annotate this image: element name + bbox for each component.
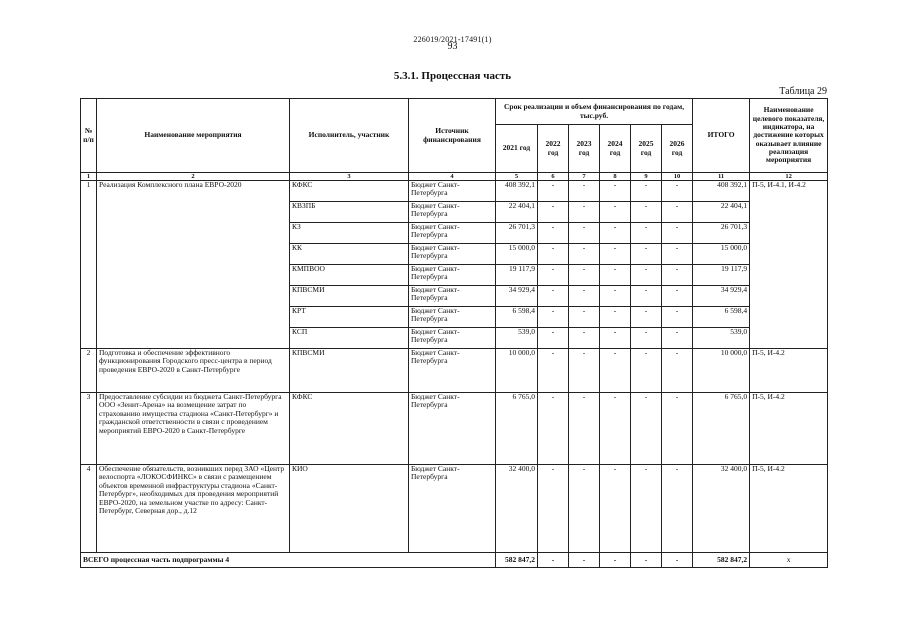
row-value-2026: - <box>662 223 693 244</box>
column-number: 7 <box>569 173 600 181</box>
header-year: 2021 год <box>496 125 538 173</box>
row-value-2022: - <box>538 181 569 202</box>
row-value-2026: - <box>662 244 693 265</box>
row-value-2021: 6 598,4 <box>496 307 538 328</box>
row-executor: КФКС <box>290 181 409 202</box>
row-total: 10 000,0 <box>693 349 750 393</box>
total-grand: 582 847,2 <box>693 553 750 568</box>
total-value-2024: - <box>600 553 631 568</box>
process-part-table <box>80 98 828 568</box>
row-value-2022: - <box>538 244 569 265</box>
row-value-2024: - <box>600 307 631 328</box>
row-executor: КЗ <box>290 223 409 244</box>
row-executor: КИО <box>290 465 409 553</box>
header-year: 2026 год <box>662 125 693 173</box>
row-value-2021: 15 000,0 <box>496 244 538 265</box>
total-value-2022: - <box>538 553 569 568</box>
row-source: Бюджет Санкт-Петербурга <box>409 465 496 553</box>
row-value-2023: - <box>569 465 600 553</box>
header-year: 2024 год <box>600 125 631 173</box>
row-value-2026: - <box>662 265 693 286</box>
row-value-2025: - <box>631 181 662 202</box>
row-value-2021: 10 000,0 <box>496 349 538 393</box>
row-value-2025: - <box>631 307 662 328</box>
row-value-2023: - <box>569 223 600 244</box>
row-source: Бюджет Санкт-Петербурга <box>409 181 496 202</box>
header-total: ИТОГО <box>693 99 750 173</box>
row-executor: КПВСМИ <box>290 349 409 393</box>
header-indicator: Наименование целевого показателя, индикатора, на достижение которых оказывает влияние реализация мероприятия <box>750 99 828 173</box>
row-executor: КК <box>290 244 409 265</box>
row-value-2025: - <box>631 223 662 244</box>
total-value-2023: - <box>569 553 600 568</box>
row-source: Бюджет Санкт-Петербурга <box>409 349 496 393</box>
header-executor: Исполнитель, участник <box>290 99 409 173</box>
row-value-2025: - <box>631 349 662 393</box>
row-value-2021: 26 701,3 <box>496 223 538 244</box>
row-value-2025: - <box>631 465 662 553</box>
row-value-2023: - <box>569 286 600 307</box>
row-value-2021: 539,0 <box>496 328 538 349</box>
section-title: 5.3.1. Процессная часть <box>393 70 512 82</box>
row-value-2025: - <box>631 393 662 465</box>
column-number: 9 <box>631 173 662 181</box>
row-value-2024: - <box>600 265 631 286</box>
row-value-2021: 22 404,1 <box>496 202 538 223</box>
row-num: 4 <box>81 465 97 553</box>
row-value-2023: - <box>569 265 600 286</box>
row-indicator: П-5, И-4.2 <box>750 393 828 465</box>
header-num: № п/п <box>81 99 97 173</box>
total-value-2025: - <box>631 553 662 568</box>
row-total: 408 392,1 <box>693 181 750 202</box>
total-indicator: х <box>750 553 828 568</box>
table-row <box>81 465 828 553</box>
row-executor: КРТ <box>290 307 409 328</box>
row-total: 19 117,9 <box>693 265 750 286</box>
column-number: 4 <box>409 173 496 181</box>
header-year: 2023 год <box>569 125 600 173</box>
row-total: 32 400,0 <box>693 465 750 553</box>
row-executor: КМПВОО <box>290 265 409 286</box>
row-value-2022: - <box>538 202 569 223</box>
row-value-2026: - <box>662 465 693 553</box>
row-value-2022: - <box>538 265 569 286</box>
registration-number: 226019/2021-17491(1) <box>413 35 492 44</box>
row-value-2021: 408 392,1 <box>496 181 538 202</box>
column-number: 12 <box>750 173 828 181</box>
row-executor: КФКС <box>290 393 409 465</box>
header-source: Источник финансирования <box>409 99 496 173</box>
row-name: Реализация Комплексного плана ЕВРО-2020 <box>97 181 290 349</box>
row-value-2024: - <box>600 181 631 202</box>
row-source: Бюджет Санкт-Петербурга <box>409 265 496 286</box>
row-value-2024: - <box>600 286 631 307</box>
column-number: 2 <box>97 173 290 181</box>
row-total: 6 765,0 <box>693 393 750 465</box>
column-number: 6 <box>538 173 569 181</box>
row-value-2025: - <box>631 202 662 223</box>
header-year: 2022 год <box>538 125 569 173</box>
table-row <box>81 393 828 465</box>
column-number: 11 <box>693 173 750 181</box>
column-number: 1 <box>81 173 97 181</box>
row-num: 3 <box>81 393 97 465</box>
row-name: Подготовка и обеспечение эффективного функционирования Городского пресс-центра в период проведения ЕВРО-2020 в Санкт-Петербурге <box>97 349 290 393</box>
row-value-2022: - <box>538 465 569 553</box>
row-value-2021: 19 117,9 <box>496 265 538 286</box>
row-executor: КСП <box>290 328 409 349</box>
total-label: ВСЕГО процессная часть подпрограммы 4 <box>81 553 496 568</box>
row-num: 1 <box>81 181 97 349</box>
row-value-2026: - <box>662 202 693 223</box>
row-value-2022: - <box>538 307 569 328</box>
row-value-2026: - <box>662 307 693 328</box>
row-total: 539,0 <box>693 328 750 349</box>
page-number: 93 <box>447 41 458 52</box>
row-indicator: П-5, И-4.1, И-4.2 <box>750 181 828 349</box>
row-value-2026: - <box>662 328 693 349</box>
row-total: 22 404,1 <box>693 202 750 223</box>
row-source: Бюджет Санкт-Петербурга <box>409 328 496 349</box>
row-value-2023: - <box>569 181 600 202</box>
row-value-2022: - <box>538 286 569 307</box>
row-indicator: П-5, И-4.2 <box>750 349 828 393</box>
row-value-2022: - <box>538 328 569 349</box>
row-total: 26 701,3 <box>693 223 750 244</box>
row-value-2021: 32 400,0 <box>496 465 538 553</box>
row-indicator: П-5, И-4.2 <box>750 465 828 553</box>
row-source: Бюджет Санкт-Петербурга <box>409 393 496 465</box>
row-value-2023: - <box>569 307 600 328</box>
row-total: 15 000,0 <box>693 244 750 265</box>
row-total: 34 929,4 <box>693 286 750 307</box>
row-value-2024: - <box>600 393 631 465</box>
row-value-2024: - <box>600 202 631 223</box>
row-value-2021: 34 929,4 <box>496 286 538 307</box>
row-value-2024: - <box>600 465 631 553</box>
row-value-2024: - <box>600 223 631 244</box>
total-row <box>81 553 828 568</box>
row-value-2025: - <box>631 244 662 265</box>
header-name: Наименование мероприятия <box>97 99 290 173</box>
row-num: 2 <box>81 349 97 393</box>
row-source: Бюджет Санкт-Петербурга <box>409 244 496 265</box>
table-row <box>81 181 828 202</box>
row-value-2023: - <box>569 393 600 465</box>
column-number: 3 <box>290 173 409 181</box>
row-executor: КВЗПБ <box>290 202 409 223</box>
row-value-2025: - <box>631 328 662 349</box>
column-number: 8 <box>600 173 631 181</box>
row-value-2024: - <box>600 349 631 393</box>
total-value-2026: - <box>662 553 693 568</box>
total-value-2021: 582 847,2 <box>496 553 538 568</box>
row-value-2026: - <box>662 181 693 202</box>
row-value-2022: - <box>538 349 569 393</box>
row-value-2021: 6 765,0 <box>496 393 538 465</box>
row-source: Бюджет Санкт-Петербурга <box>409 307 496 328</box>
row-value-2026: - <box>662 286 693 307</box>
row-name: Предоставление субсидии из бюджета Санкт-Петербурга ООО «Зенит-Арена» на возмещение затрат по страхованию имущества стадиона «Санкт-Петербург» и гражданской ответственности в связи с проведением мероприятий ЕВРО-2020 в Санкт-Петербурге <box>97 393 290 465</box>
row-total: 6 598,4 <box>693 307 750 328</box>
row-source: Бюджет Санкт-Петербурга <box>409 286 496 307</box>
row-value-2024: - <box>600 328 631 349</box>
row-value-2026: - <box>662 393 693 465</box>
row-value-2023: - <box>569 202 600 223</box>
row-value-2022: - <box>538 223 569 244</box>
row-executor: КПВСМИ <box>290 286 409 307</box>
row-name: Обеспечение обязательств, возникших перед ЗАО «Центр велоспорта «ЛОКОСФИНКС» в связи с размещением объектов временной инфраструктуры стадиона «Санкт-Петербург», необходимых для проведения мероприятий ЕВРО-2020, на земельном участке по адресу: Санкт-Петербург, Северная дор., д.12 <box>97 465 290 553</box>
header-period-group: Срок реализации и объем финансирования по годам, тыс.руб. <box>496 99 693 125</box>
column-number: 10 <box>662 173 693 181</box>
row-source: Бюджет Санкт-Петербурга <box>409 202 496 223</box>
row-value-2025: - <box>631 286 662 307</box>
table-row <box>81 349 828 393</box>
row-value-2023: - <box>569 244 600 265</box>
row-value-2023: - <box>569 349 600 393</box>
row-value-2024: - <box>600 244 631 265</box>
table-label: Таблица 29 <box>779 86 827 97</box>
row-value-2023: - <box>569 328 600 349</box>
row-value-2022: - <box>538 393 569 465</box>
header-year: 2025 год <box>631 125 662 173</box>
column-number: 5 <box>496 173 538 181</box>
row-value-2025: - <box>631 265 662 286</box>
row-value-2026: - <box>662 349 693 393</box>
row-source: Бюджет Санкт-Петербурга <box>409 223 496 244</box>
